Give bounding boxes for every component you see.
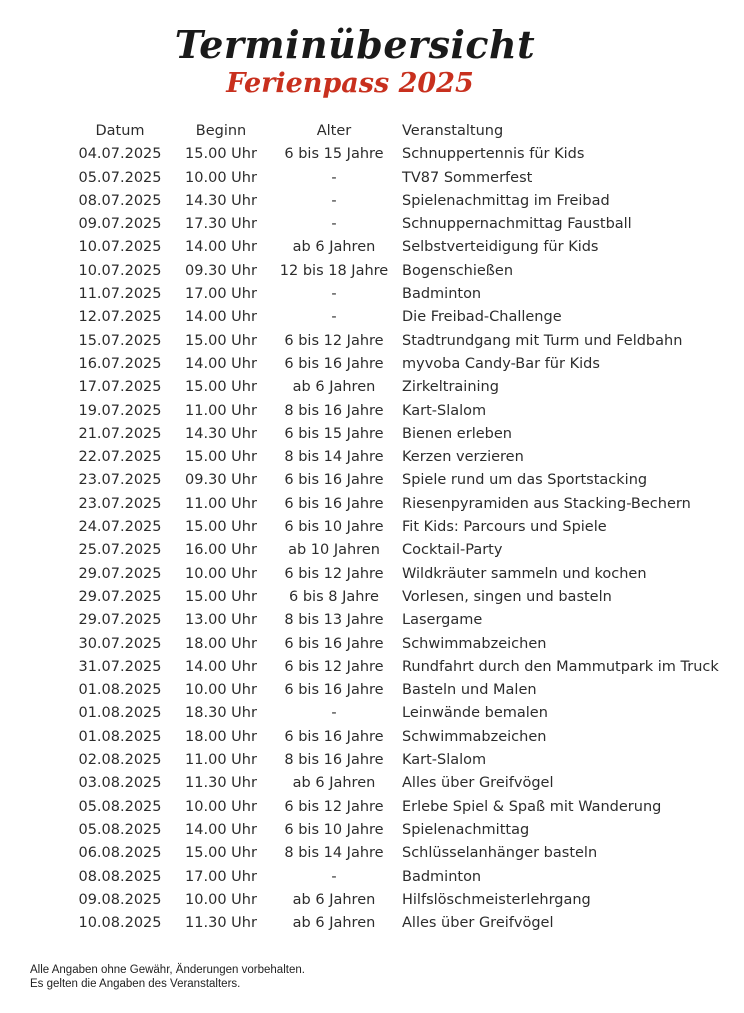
cell-start-time: 14.00 Uhr <box>185 355 257 372</box>
table-row <box>70 423 719 446</box>
page-subtitle: Ferienpass 2025 <box>226 68 474 99</box>
cell-date: 23.07.2025 <box>78 472 162 489</box>
cell-start-time: 10.00 Uhr <box>185 798 257 815</box>
cell-age: ab 6 Jahren <box>292 379 376 396</box>
cell-age: 6 bis 16 Jahre <box>284 682 384 699</box>
table-row <box>70 702 719 725</box>
table-row <box>70 772 719 795</box>
cell-age: 6 bis 16 Jahre <box>284 472 384 489</box>
cell-age: 8 bis 16 Jahre <box>284 752 384 769</box>
cell-age: - <box>331 705 337 722</box>
cell-age: 6 bis 15 Jahre <box>284 425 384 442</box>
cell-event: Badminton <box>402 286 482 303</box>
cell-start-time: 14.30 Uhr <box>185 425 257 442</box>
cell-start-time: 11.00 Uhr <box>185 402 257 419</box>
cell-age: - <box>331 309 337 326</box>
cell-age: 6 bis 15 Jahre <box>284 146 384 163</box>
cell-start-time: 15.00 Uhr <box>185 146 257 163</box>
cell-event: Erlebe Spiel & Spaß mit Wanderung <box>402 798 662 815</box>
table-row <box>70 446 719 469</box>
table-header-row <box>70 120 719 143</box>
cell-start-time: 11.00 Uhr <box>185 752 257 769</box>
cell-date: 22.07.2025 <box>78 449 162 466</box>
cell-event: Bogenschießen <box>402 262 514 279</box>
cell-age: 6 bis 16 Jahre <box>284 495 384 512</box>
table-row <box>70 889 719 912</box>
table-row <box>70 353 719 376</box>
table-row <box>70 679 719 702</box>
table-row <box>70 516 719 539</box>
cell-start-time: 18.00 Uhr <box>185 728 257 745</box>
table-row <box>70 236 719 259</box>
cell-date: 29.07.2025 <box>78 612 162 629</box>
table-row <box>70 330 719 353</box>
cell-start-time: 10.00 Uhr <box>185 169 257 186</box>
cell-start-time: 15.00 Uhr <box>185 379 257 396</box>
cell-event: Kerzen verzieren <box>402 449 524 466</box>
cell-age: 8 bis 16 Jahre <box>284 402 384 419</box>
cell-event: Schlüsselanhänger basteln <box>402 845 598 862</box>
cell-event: Selbstverteidigung für Kids <box>402 239 599 256</box>
cell-start-time: 17.30 Uhr <box>185 216 257 233</box>
cell-age: 6 bis 12 Jahre <box>284 332 384 349</box>
cell-start-time: 10.00 Uhr <box>185 565 257 582</box>
cell-date: 02.08.2025 <box>78 752 162 769</box>
cell-start-time: 15.00 Uhr <box>185 845 257 862</box>
cell-age: 6 bis 12 Jahre <box>284 565 384 582</box>
footer-line: Alle Angaben ohne Gewähr, Änderungen vorbehalten. <box>30 964 305 976</box>
cell-date: 24.07.2025 <box>78 519 162 536</box>
cell-age: 6 bis 8 Jahre <box>289 588 379 605</box>
cell-age: 6 bis 16 Jahre <box>284 635 384 652</box>
cell-age: 12 bis 18 Jahre <box>279 262 389 279</box>
cell-start-time: 13.00 Uhr <box>185 612 257 629</box>
cell-event: myvoba Candy-Bar für Kids <box>402 355 600 372</box>
cell-event: Basteln und Malen <box>402 682 537 699</box>
cell-date: 08.07.2025 <box>78 192 162 209</box>
footer-disclaimer <box>30 963 305 991</box>
cell-age: 8 bis 14 Jahre <box>284 449 384 466</box>
cell-event: TV87 Sommerfest <box>402 169 533 186</box>
table-row <box>70 842 719 865</box>
table-row <box>70 563 719 586</box>
table-row <box>70 586 719 609</box>
table-row <box>70 167 719 190</box>
cell-age: 6 bis 16 Jahre <box>284 355 384 372</box>
cell-date: 31.07.2025 <box>78 658 162 675</box>
cell-event: Spielenachmittag im Freibad <box>402 192 610 209</box>
table-row <box>70 609 719 632</box>
cell-date: 04.07.2025 <box>78 146 162 163</box>
table-row <box>70 260 719 283</box>
cell-event: Schnuppertennis für Kids <box>402 146 585 163</box>
cell-date: 21.07.2025 <box>78 425 162 442</box>
cell-date: 25.07.2025 <box>78 542 162 559</box>
table-row <box>70 493 719 516</box>
page-title: Terminübersicht <box>174 22 536 67</box>
cell-age: ab 6 Jahren <box>292 915 376 932</box>
table-row <box>70 190 719 213</box>
cell-date: 01.08.2025 <box>78 682 162 699</box>
cell-date: 10.08.2025 <box>78 915 162 932</box>
table-row <box>70 912 719 935</box>
cell-start-time: 15.00 Uhr <box>185 519 257 536</box>
table-row <box>70 656 719 679</box>
cell-start-time: 11.30 Uhr <box>185 915 257 932</box>
cell-date: 03.08.2025 <box>78 775 162 792</box>
cell-date: 05.08.2025 <box>78 798 162 815</box>
cell-event: Alles über Greifvögel <box>402 915 554 932</box>
cell-age: ab 6 Jahren <box>292 239 376 256</box>
cell-age: 6 bis 16 Jahre <box>284 728 384 745</box>
cell-start-time: 18.00 Uhr <box>185 635 257 652</box>
cell-event: Vorlesen, singen und basteln <box>402 588 612 605</box>
cell-start-time: 09.30 Uhr <box>185 472 257 489</box>
cell-date: 15.07.2025 <box>78 332 162 349</box>
cell-date: 23.07.2025 <box>78 495 162 512</box>
cell-date: 08.08.2025 <box>78 868 162 885</box>
cell-age: 6 bis 12 Jahre <box>284 658 384 675</box>
cell-age: ab 6 Jahren <box>292 891 376 908</box>
table-row <box>70 796 719 819</box>
cell-event: Wildkräuter sammeln und kochen <box>402 565 647 582</box>
cell-start-time: 17.00 Uhr <box>185 286 257 303</box>
cell-start-time: 14.00 Uhr <box>185 309 257 326</box>
cell-start-time: 15.00 Uhr <box>185 449 257 466</box>
cell-event: Alles über Greifvögel <box>402 775 554 792</box>
table-row <box>70 633 719 656</box>
cell-age: 6 bis 12 Jahre <box>284 798 384 815</box>
cell-start-time: 11.00 Uhr <box>185 495 257 512</box>
cell-age: - <box>331 216 337 233</box>
cell-age: - <box>331 286 337 303</box>
cell-event: Stadtrundgang mit Turm und Feldbahn <box>402 332 683 349</box>
cell-start-time: 14.30 Uhr <box>185 192 257 209</box>
cell-age: ab 10 Jahren <box>288 542 380 559</box>
cell-age: 6 bis 10 Jahre <box>284 821 384 838</box>
cell-start-time: 14.00 Uhr <box>185 658 257 675</box>
cell-event: Lasergame <box>402 612 483 629</box>
cell-start-time: 16.00 Uhr <box>185 542 257 559</box>
table-row <box>70 819 719 842</box>
column-header-date: Datum <box>95 123 145 139</box>
footer-line: Es gelten die Angaben des Veranstalters. <box>30 978 241 990</box>
cell-start-time: 09.30 Uhr <box>185 262 257 279</box>
cell-event: Spiele rund um das Sportstacking <box>402 472 648 489</box>
cell-start-time: 10.00 Uhr <box>185 891 257 908</box>
column-header-event: Veranstaltung <box>402 123 504 139</box>
cell-event: Badminton <box>402 868 482 885</box>
cell-event: Die Freibad-Challenge <box>402 309 562 326</box>
cell-event: Kart-Slalom <box>402 402 487 419</box>
cell-event: Kart-Slalom <box>402 752 487 769</box>
cell-event: Cocktail-Party <box>402 542 503 559</box>
cell-event: Riesenpyramiden aus Stacking-Bechern <box>402 495 691 512</box>
column-header-age: Alter <box>316 123 352 139</box>
cell-event: Hilfslöschmeisterlehrgang <box>402 891 591 908</box>
cell-age: 8 bis 14 Jahre <box>284 845 384 862</box>
cell-date: 29.07.2025 <box>78 588 162 605</box>
cell-event: Schnuppernachmittag Faustball <box>402 216 632 233</box>
cell-event: Rundfahrt durch den Mammutpark im Truck <box>402 658 719 675</box>
table-row <box>70 306 719 329</box>
cell-event: Fit Kids: Parcours und Spiele <box>402 519 607 536</box>
cell-date: 30.07.2025 <box>78 635 162 652</box>
cell-date: 10.07.2025 <box>78 262 162 279</box>
cell-start-time: 18.30 Uhr <box>185 705 257 722</box>
cell-date: 17.07.2025 <box>78 379 162 396</box>
cell-date: 19.07.2025 <box>78 402 162 419</box>
cell-age: - <box>331 192 337 209</box>
column-header-start: Beginn <box>195 123 247 139</box>
table-body <box>70 143 719 935</box>
table-row <box>70 866 719 889</box>
cell-age: - <box>331 868 337 885</box>
table-row <box>70 143 719 166</box>
cell-event: Spielenachmittag <box>402 821 530 838</box>
cell-date: 12.07.2025 <box>78 309 162 326</box>
cell-date: 10.07.2025 <box>78 239 162 256</box>
cell-date: 16.07.2025 <box>78 355 162 372</box>
cell-date: 05.07.2025 <box>78 169 162 186</box>
cell-date: 01.08.2025 <box>78 728 162 745</box>
cell-event: Schwimmabzeichen <box>402 635 547 652</box>
table-row <box>70 376 719 399</box>
cell-age: 6 bis 10 Jahre <box>284 519 384 536</box>
cell-age: ab 6 Jahren <box>292 775 376 792</box>
cell-start-time: 15.00 Uhr <box>185 332 257 349</box>
cell-start-time: 17.00 Uhr <box>185 868 257 885</box>
table-row <box>70 749 719 772</box>
cell-date: 09.07.2025 <box>78 216 162 233</box>
table-row <box>70 213 719 236</box>
cell-event: Schwimmabzeichen <box>402 728 547 745</box>
cell-age: - <box>331 169 337 186</box>
schedule-table <box>70 120 719 935</box>
cell-start-time: 10.00 Uhr <box>185 682 257 699</box>
cell-event: Bienen erleben <box>402 425 512 442</box>
cell-start-time: 15.00 Uhr <box>185 588 257 605</box>
cell-date: 01.08.2025 <box>78 705 162 722</box>
cell-date: 06.08.2025 <box>78 845 162 862</box>
table-row <box>70 400 719 423</box>
table-row <box>70 539 719 562</box>
cell-age: 8 bis 13 Jahre <box>284 612 384 629</box>
cell-event: Leinwände bemalen <box>402 705 548 722</box>
table-row <box>70 283 719 306</box>
cell-start-time: 14.00 Uhr <box>185 821 257 838</box>
cell-event: Zirkeltraining <box>402 379 499 396</box>
cell-start-time: 14.00 Uhr <box>185 239 257 256</box>
table-row <box>70 726 719 749</box>
cell-date: 11.07.2025 <box>78 286 162 303</box>
cell-start-time: 11.30 Uhr <box>185 775 257 792</box>
cell-date: 09.08.2025 <box>78 891 162 908</box>
cell-date: 29.07.2025 <box>78 565 162 582</box>
table-row <box>70 469 719 492</box>
cell-date: 05.08.2025 <box>78 821 162 838</box>
